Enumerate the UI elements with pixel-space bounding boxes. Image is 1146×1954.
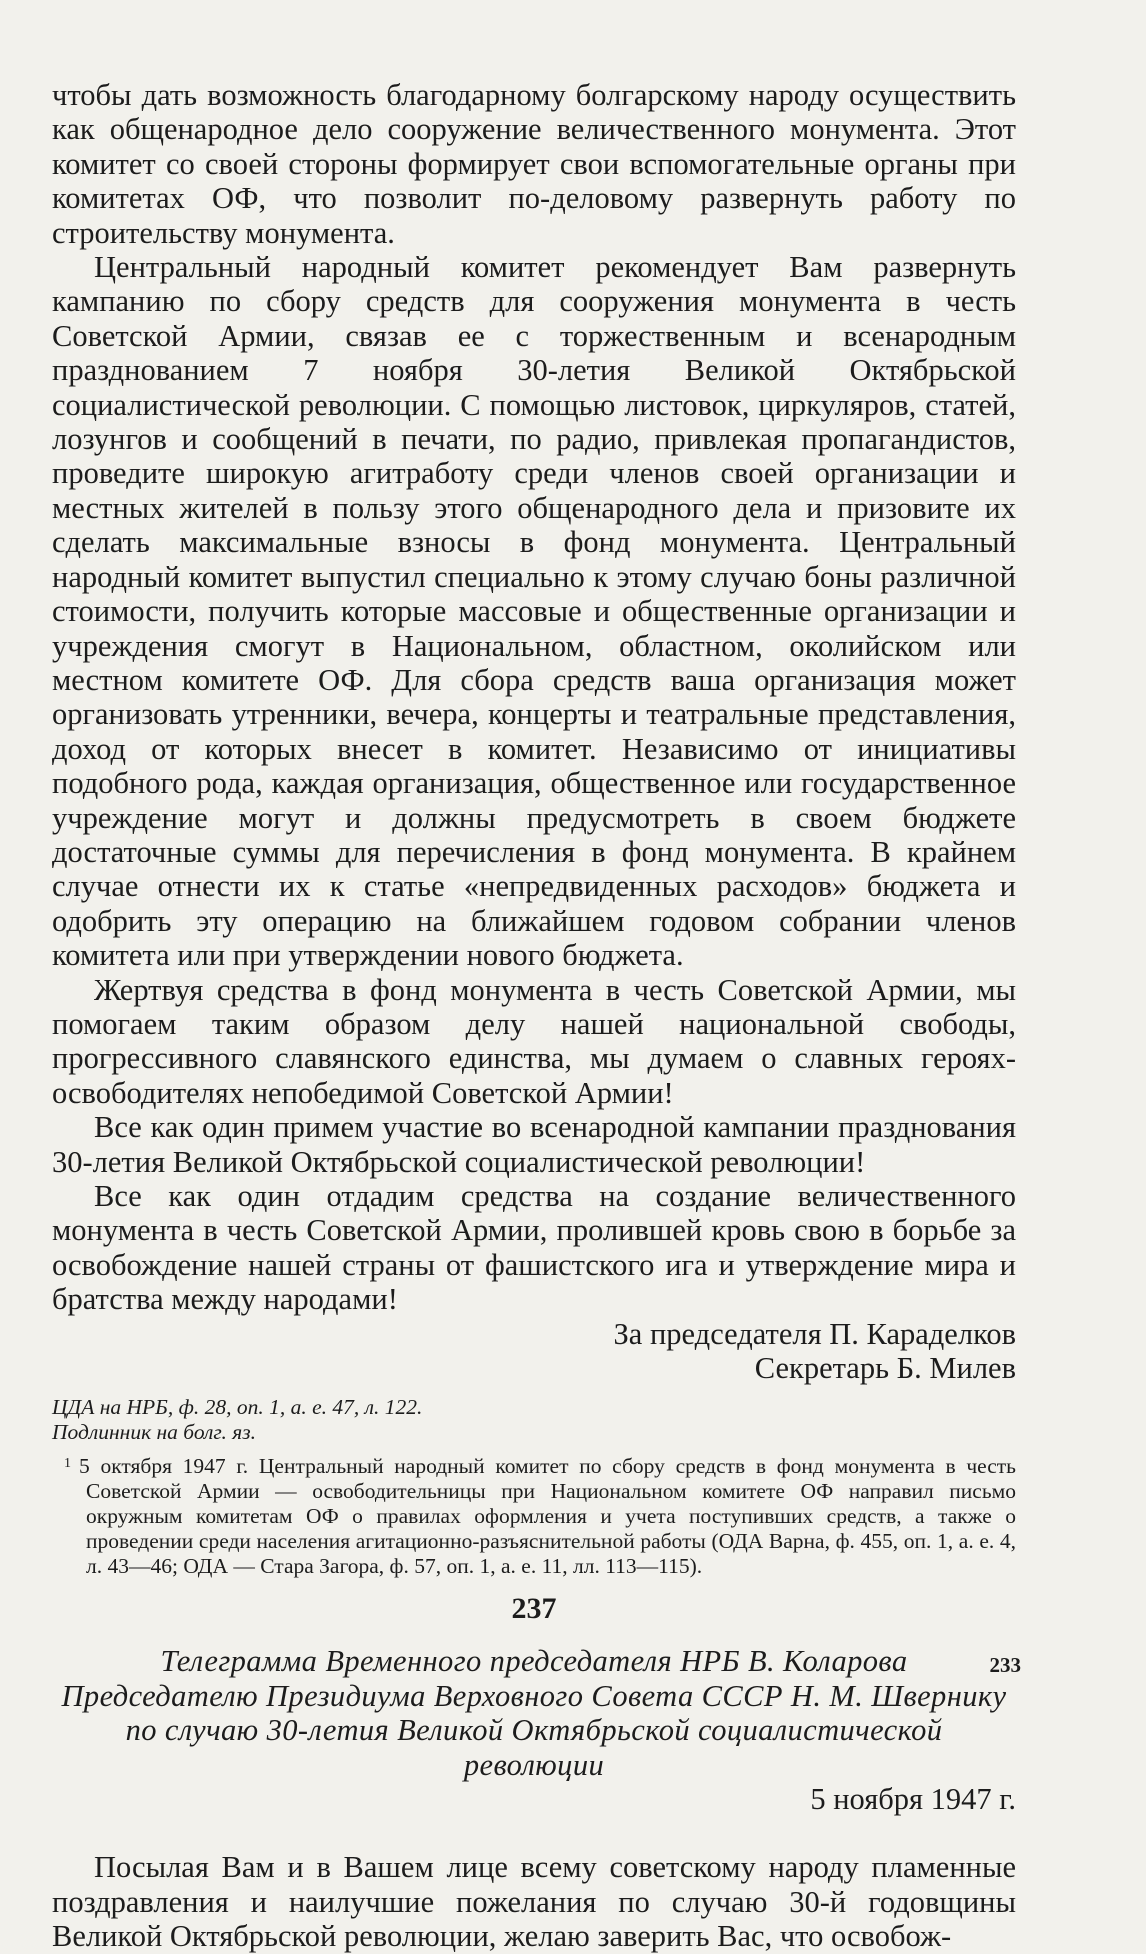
archive-source: ЦДА на НРБ, ф. 28, оп. 1, а. е. 47, л. 122. bbox=[52, 1395, 423, 1420]
signature-secretary: Секретарь Б. Милев bbox=[754, 1351, 1016, 1386]
signature-chairman: За председателя П. Караделков bbox=[613, 1316, 1016, 1351]
document-number: 237 bbox=[511, 1592, 557, 1626]
archive-original-language: Подлинник на болг. яз. bbox=[52, 1419, 257, 1444]
document-title-line-1: Телеграмма Временного председателя НРБ В. Коларова bbox=[160, 1644, 908, 1679]
page-content bbox=[52, 78, 1016, 1954]
paragraph-4: Все как один примем участие во всенародной кампании празднования 30-летия Великой Октябрьской социалистической революции! bbox=[52, 1110, 1016, 1179]
signatures bbox=[52, 1317, 1016, 1386]
document-title bbox=[52, 1644, 1016, 1782]
paragraph-2: Центральный народный комитет рекомендует Вам развернуть кампанию по сбору средств для сооружения монумента в честь Советской Армии, связав ее с торжественным и всенародным празднованием 7 ноября 30-летия Великой Октябрьской социалистической революции. С помощью листовок, циркуляров, статей, лозунгов и сообщений в печати, по радио, привлекая пропагандистов, проведите широкую агитработу среди членов своей организации и местных жителей в пользу этого общенародного дела и призовите их сделать максимальные взносы в фонд монумента. Центральный народный комитет выпустил специально к этому случаю боны различной стоимости, получить которые массовые и общественные организации и учреждения смогут в Национальном, областном, околийском или местном комитете ОФ. Для сбора средств ваша организация может организовать утренники, вечера, концерты и театральные представления, доход от которых внесет в комитет. Независимо от инициативы подобного рода, каждая организация, общественное или государственное учреждение могут и должны предусмотреть в своем бюджете достаточные суммы для перечисления в фонд монумента. В крайнем случае отнести их к статье «непредвиденных расходов» бюджета и одобрить эту операцию на ближайшем годовом собрании членов комитета или при утверждении нового бюджета. bbox=[52, 250, 1016, 973]
paragraph-1: чтобы дать возможность благодарному болгарскому народу осуществить как общенародное дело сооружение величественного монумента. Этот комитет со своей стороны формирует свои вспомогательные органы при комитетах ОФ, что позволит по-деловому развернуть работу по строительству монумента. bbox=[52, 78, 1016, 250]
document-title-line-3: по случаю 30-летия Великой Октябрьской социалистической революции bbox=[125, 1713, 943, 1782]
footnote bbox=[52, 1452, 1016, 1578]
document-date: 5 ноября 1947 г. bbox=[810, 1782, 1016, 1817]
document-title-line-2: Председателю Президиума Верховного Совета СССР Н. М. Швернику bbox=[61, 1678, 1007, 1713]
paragraph-3: Жертвуя средства в фонд монумента в честь Советской Армии, мы помогаем таким образом делу нашей национальной свободы, прогрессивного славянского единства, мы думаем о славных героях-освободителях непобедимой Советской Армии! bbox=[52, 972, 1016, 1110]
footnote-mark: 1 bbox=[64, 1456, 71, 1472]
telegram-body: Посылая Вам и в Вашем лице всему советскому народу пламенные поздравления и наилучшие пожелания по случаю 30-й годовщины Великой Октябрьской революции, желаю заверить Вас, что освобож- bbox=[52, 1850, 1016, 1954]
archive-reference bbox=[52, 1395, 1016, 1444]
page-number: 233 bbox=[989, 1653, 1021, 1677]
footnote-text: 5 октября 1947 г. Центральный народный комитет по сбору средств в фонд монумента в честь Советской Армии — освободительницы при Национальном комитете ОФ направил письмо окружным комитетам ОФ о правилах оформления и учета поступивших средств, а также о проведении среди населения агитационно-разъяснительной работы (ОДА Варна, ф. 455, оп. 1, а. е. 4, л. 43—46; ОДА — Стара Загора, ф. 57, оп. 1, а. е. 11, лл. 113—115). bbox=[79, 1454, 1016, 1578]
paragraph-5: Все как один отдадим средства на создание величественного монумента в честь Советской Армии, пролившей кровь свою в борьбе за освобождение нашей страны от фашистского ига и утверждение мира и братства между народами! bbox=[52, 1179, 1016, 1317]
